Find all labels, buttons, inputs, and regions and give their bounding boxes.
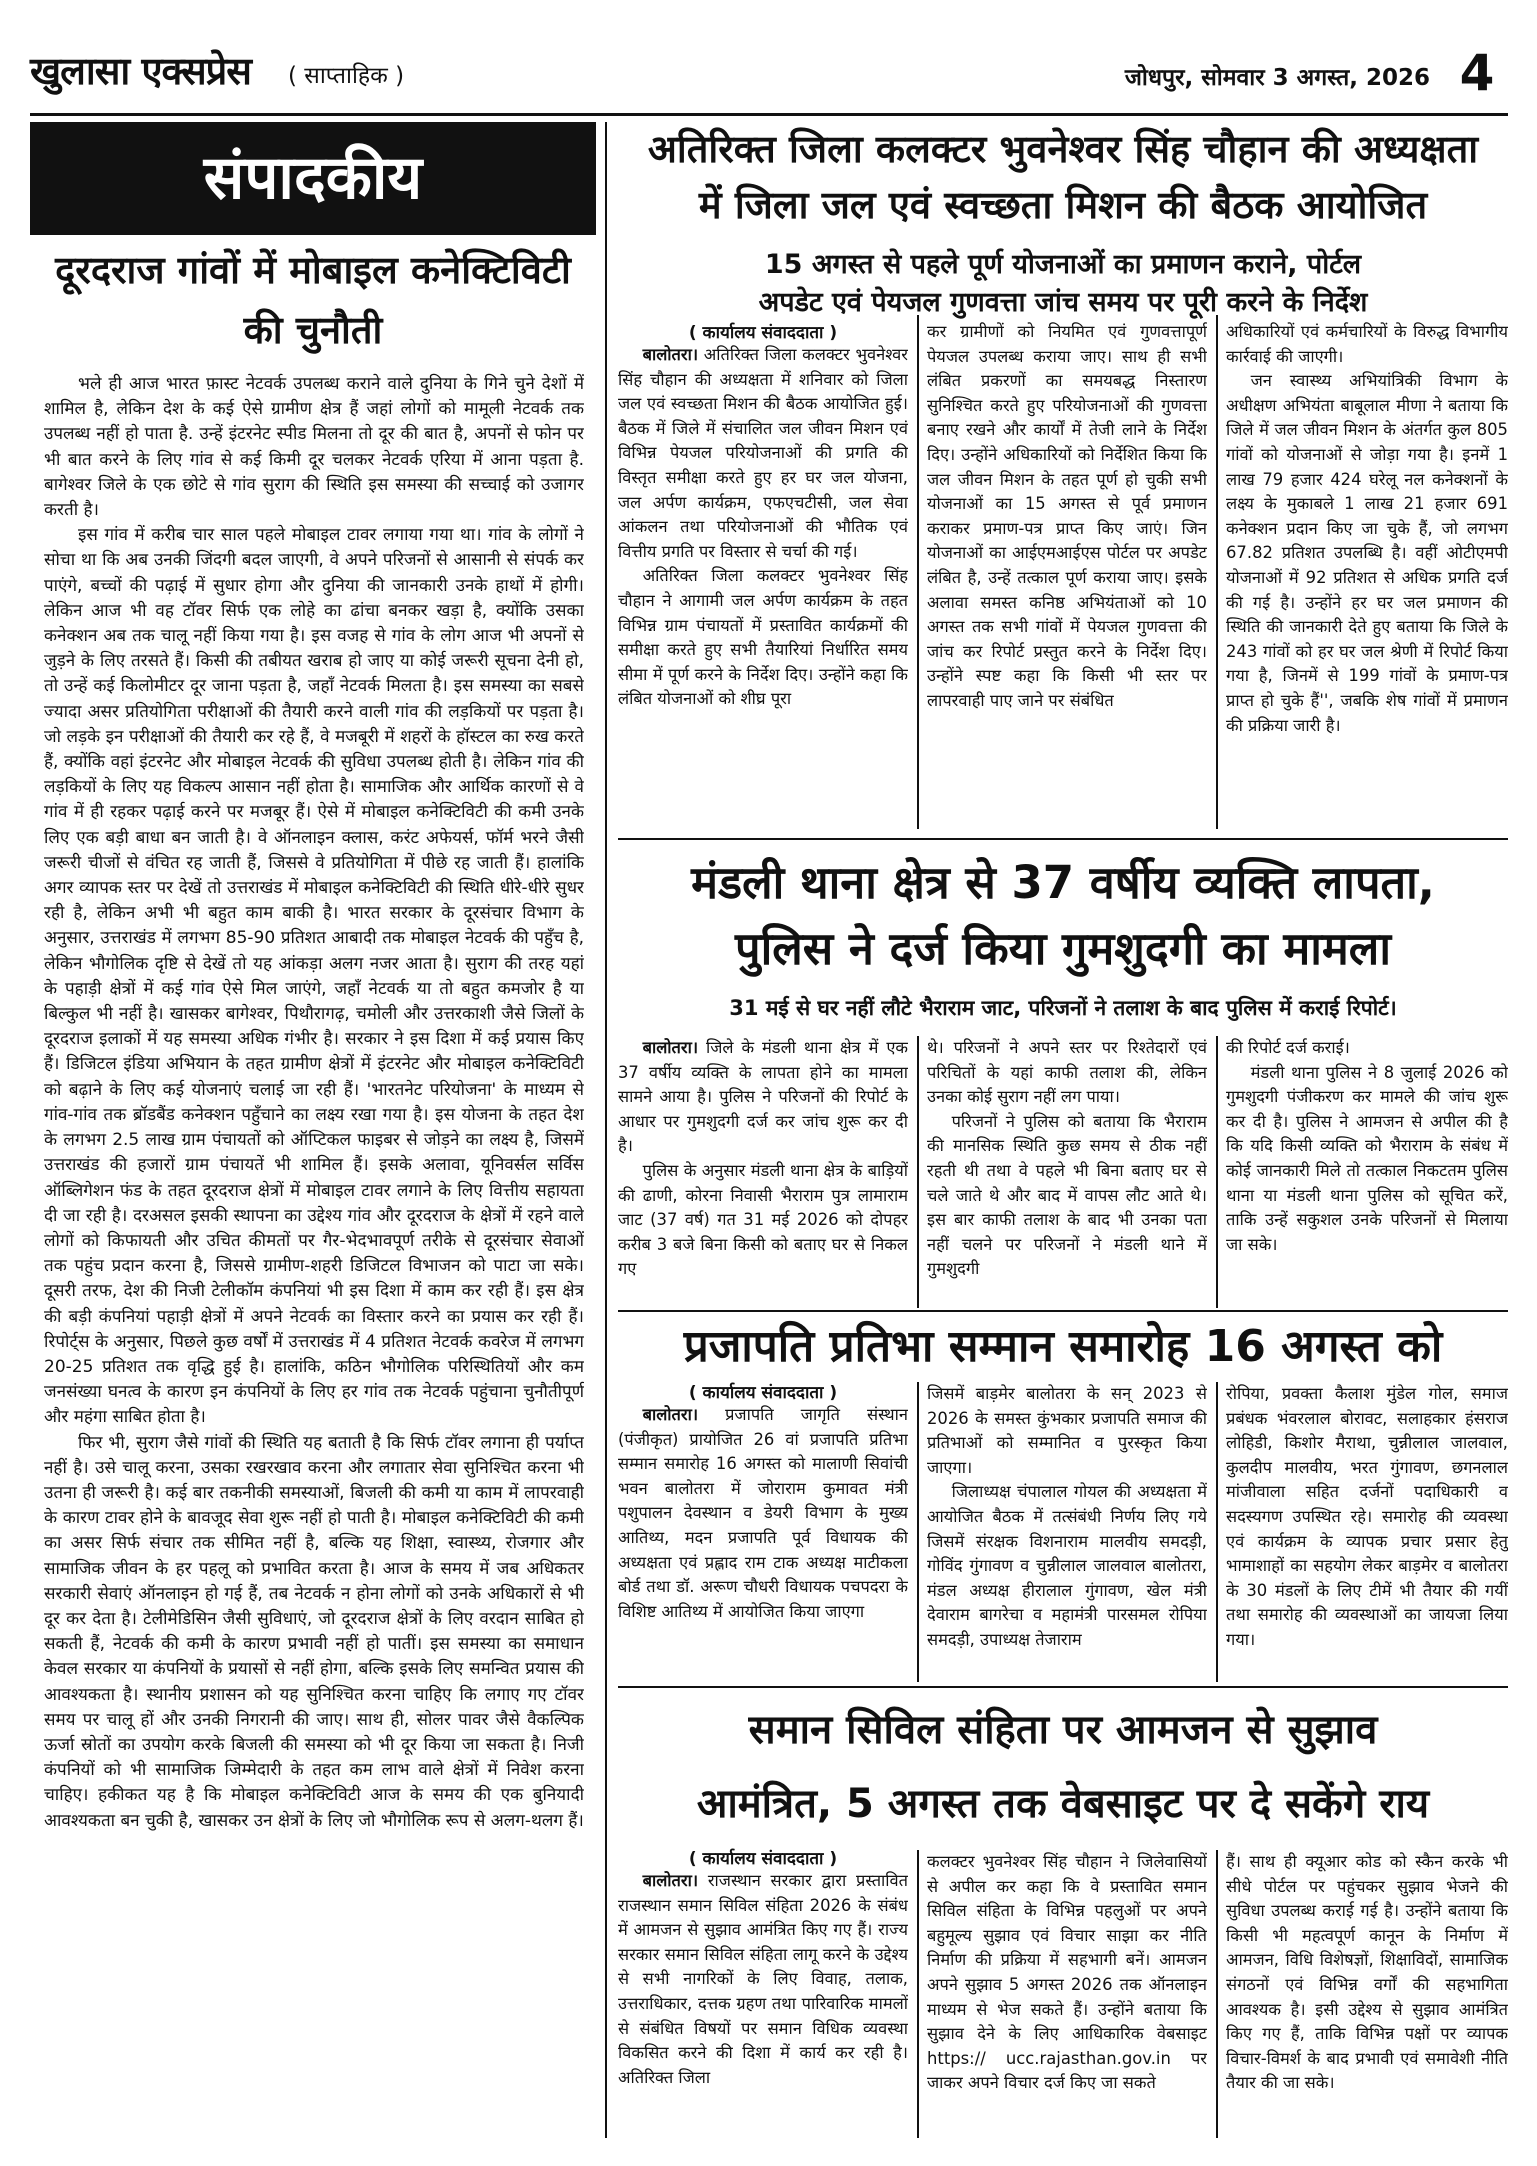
story4-column-1 [618, 1846, 908, 2135]
column-divider [1216, 1382, 1218, 1682]
story1-headline: में जिला जल एवं स्वच्छता मिशन की बैठक आयोजित [698, 183, 1428, 227]
section-divider [618, 1686, 1508, 1688]
editorial-banner: संपादकीय [30, 122, 596, 235]
story2-headline: पुलिस ने दर्ज किया गुमशुदगी का मामला [735, 922, 1391, 975]
story1-text: कर ग्रामीणों को नियमित एवं गुणवत्तापूर्ण पेयजल उपलब्ध कराया जाए। साथ ही सभी लंबित प्रकरणों का समयबद्ध निस्तारण सुनिश्चित करते हुए परियोजनाओं की गुणवत्ता बनाए रखने और कार्यों में तेजी लाने के निर्देश दिए। उन्होंने अधिकारियों को निर्देशित किया कि जल जीवन मिशन के तहत पूर्ण हो चुकी सभी योजनाओं का 15 अगस्त से पूर्व प्रमाणन कराकर प्रमाण-पत्र प्राप्त किए जाएं। जिन योजनाओं का आईएमआईएस पोर्टल पर अपडेट लंबित है, उन्हें तत्काल पूर्ण कराया जाए। इसके अलावा समस्त कनिष्ठ अभियंताओं को 10 अगस्त तक सभी गांवों में पेयजल गुणवत्ता की जांच कर रिपोर्ट प्रस्तुत करने के निर्देश दिए। उन्होंने स्पष्ट कहा कि किसी भी स्तर पर लापरवाही पाए जाने पर संबंधित [927, 322, 1207, 710]
section-divider [618, 838, 1508, 840]
column-divider [1216, 1036, 1218, 1308]
story2-text: पुलिस के अनुसार मंडली थाना क्षेत्र के बाड़ियों की ढाणी, कोरना निवासी भैराराम पुत्र लामाराम जाट (37 वर्ष) गत 31 मई 2026 को दोपहर करीब 3 बजे बिना किसी को बताए घर से निकल गए [618, 1160, 908, 1279]
story3-text: जिलाध्यक्ष चंपालाल गोयल की अध्यक्षता में आयोजित बैठक में तत्संबंधी निर्णय लिए गये जिसमें संरक्षक विशनाराम मालवीय समदड़ी, गोविंद गुंगावण व चुन्नीलाल जालवाल बालोतरा, मंडल अध्यक्ष हीरालाल गुंगावण, खेल मंत्री देवाराम बागरेचा व महामंत्री पारसमल रोपिया समदड़ी, उपाध्यक्ष तेजाराम [927, 1482, 1207, 1649]
story2-text: मंडली थाना पुलिस ने 8 जुलाई 2026 को गुमशुदगी पंजीकरण कर मामले की जांच शुरू कर दी है। पुलिस ने आमजन से अपील की है कि यदि किसी व्यक्ति को भैराराम के संबंध में कोई जानकारी मिले तो तत्काल निकटतम पुलिस थाना या मंडली थाना पुलिस को सूचित करें, ताकि उन्हें सकुशल उनके परिजनों से मिलाया जा सके। [1226, 1062, 1508, 1254]
story1-column-1 [618, 320, 908, 828]
story4-headline: समान सिविल संहिता पर आमजन से सुझाव [748, 1707, 1378, 1753]
story2-subhead: 31 मई से घर नहीं लौटे भैराराम जाट, परिजनों ने तलाश के बाद पुलिस में कराई रिपोर्ट। [729, 996, 1397, 1020]
masthead [30, 38, 1508, 116]
column-divider [917, 1382, 919, 1682]
story1-text: अतिरिक्त जिला कलक्टर भुवनेश्वर सिंह चौहान की अध्यक्षता में शनिवार को जिला जल एवं स्वच्छता मिशन की बैठक आयोजित हुई। बैठक में जिले में संचालित जल जीवन मिशन एवं विभिन्न पेयजल परियोजनाओं की प्रगति की विस्तृत समीक्षा करते हुए हर घर जल योजना, जल अर्पण कार्यक्रम, एफएचटीसी, जल सेवा आंकलन तथा परियोजनाओं की भौतिक एवं वित्तीय प्रगति पर विस्तार से चर्चा की गई। [618, 345, 908, 561]
edition-label: ( साप्ताहिक ) [288, 63, 405, 89]
story2-text: थे। परिजनों ने अपने स्तर पर रिश्तेदारों एवं परिचितों के यहां काफी तलाश की, लेकिन उनका कोई सुराग नहीं लग पाया। [927, 1038, 1207, 1107]
story1-subhead: 15 अगस्त से पहले पूर्ण योजनाओं का प्रमाणन कराने, पोर्टल [764, 249, 1362, 280]
editorial-paragraph: फिर भी, सुराग जैसे गांवों की स्थिति यह बताती है कि सिर्फ टॉवर लगाना ही पर्याप्त नहीं है। उसे चालू करना, उसका रखरखाव करना और लगातार सेवा सुनिश्चित करना भी उतना ही जरूरी है। कई बार तकनीकी समस्याओं, बिजली की कमी या काम में लापरवाही के कारण टावर होने के बावजूद सेवा शुरू नहीं हो पाती है। मोबाइल कनेक्टिविटी की कमी का असर सिर्फ संचार तक सीमित नहीं है, बल्कि यह शिक्षा, स्वास्थ्य, रोजगार और सामाजिक जीवन के हर पहलू को प्रभावित करता है। आज के समय में जब अधिकतर सरकारी सेवाएं ऑनलाइन हो गई हैं, तब नेटवर्क न होना लोगों को उनके अधिकारों से भी दूर कर देता है। टेलीमेडिसिन जैसी सुविधाएं, जो दूरदराज क्षेत्रों के लिए वरदान साबित हो सकती हैं, नेटवर्क की कमी के कारण प्रभावी नहीं हो पातीं। इस समस्या का समाधान केवल सरकार या कंपनियों के प्रयासों से नहीं होगा, बल्कि इसके लिए समन्वित प्रयास की आवश्यकता है। स्थानीय प्रशासन को यह सुनिश्चित करना चाहिए कि लगाए गए टॉवर समय पर चालू हों और उनकी निगरानी की जाए। साथ ही, सोलर पावर जैसे वैकल्पिक ऊर्जा स्रोतों का उपयोग करके बिजली की समस्या को भी दूर किया जा सकता है। निजी कंपनियों को भी सामाजिक जिम्मेदारी के तहत कम लाभ वाले क्षेत्रों में निवेश करना चाहिए। हकीकत यह है कि मोबाइल कनेक्टिविटी आज के समय की एक बुनियादी आवश्यकता बन चुकी है, खासकर उन क्षेत्रों के लिए जो भौगोलिक रूप से अलग-थलग हैं। [44, 1432, 584, 1831]
story2-text: की रिपोर्ट दर्ज कराई। [1226, 1038, 1350, 1057]
issue-date: जोधपुर, सोमवार 3 अगस्त, 2026 [1124, 65, 1430, 91]
story3-text: रोपिया, प्रवक्ता कैलाश मुंडेल गोल, समाज प्रबंधक भंवरलाल बोरावट, सलाहकार हंसराज लोहिडी, किशोर मैराथा, चुन्नीलाल जालवाल, कुलदीप मालवीय, भरत गुंगावण, छगनलाल मांजीवाला सहित दर्जनों पदाधिकारी व सदस्यगण उपस्थित रहे। समारोह की व्यवस्था एवं कार्यक्रम के व्यापक प्रचार प्रसार हेतु भामाशाहों का सहयोग लेकर बाड़मेर व बालोतरा के 30 मंडलों के लिए टीमें भी तैयार की गयीं तथा समारोह की व्यवस्थाओं का जायजा लिया गया। [1226, 1384, 1508, 1649]
story3-column-3 [1226, 1382, 1508, 1678]
story1-column-2 [927, 320, 1207, 825]
section-divider [618, 1310, 1508, 1312]
story3-text: जिसमें बाड़मेर बालोतरा के सन् 2023 से 2026 के समस्त कुंभकार प्रजापति समाज की प्रतिभाओं को सम्मानित व पुरस्कृत किया जाएगा। [927, 1384, 1207, 1477]
story2-text: जिले के मंडली थाना क्षेत्र में एक 37 वर्षीय व्यक्ति के लापता होने का मामला सामने आया है। पुलिस ने परिजनों की रिपोर्ट के आधार पर गुमशुदगी दर्ज कर जांच शुरू कर दी है। [618, 1038, 908, 1156]
story3-column-1 [618, 1380, 908, 1679]
story1-byline: बालोतरा। [642, 345, 699, 364]
story1-headline: अतिरिक्त जिला कलक्टर भुवनेश्वर सिंह चौहान की अध्यक्षता [647, 127, 1479, 171]
story1-text: जन स्वास्थ्य अभियांत्रिकी विभाग के अधीक्षण अभियंता बाबूलाल मीणा ने बताया कि जिले में जल जीवन मिशन के अंतर्गत कुल 805 गांवों को योजनाओं से जोड़ा गया है। इनमें 1 लाख 79 हजार 424 घरेलू नल कनेक्शनों के लक्ष्य के मुकाबले 1 लाख 21 हजार 691 कनेक्शन प्रदान किए जा चुके हैं, जो लगभग 67.82 प्रतिशत उपलब्धि है। वहीं ओटीएमपी योजनाओं में 92 प्रतिशत से अधिक प्रगति दर्ज की गई है। उन्होंने हर घर जल प्रमाणन की स्थिति की जानकारी देते हुए बताया कि जिले के 243 गांवों को हर घर जल श्रेणी में रिपोर्ट किया गया है, जिनमें से 199 गांवों के प्रमाण-पत्र प्राप्त हो चुके हैं'', जबकि शेष गांवों में प्रमाणन की प्रक्रिया जारी है। [1226, 371, 1508, 735]
story1-tag: ( कार्यालय संवाददाता ) [688, 323, 838, 343]
story2-column-2 [927, 1036, 1207, 1304]
story3-column-2 [927, 1382, 1207, 1678]
story2-column-1 [618, 1036, 908, 1304]
editorial-paragraph: इस गांव में करीब चार साल पहले मोबाइल टावर लगाया गया था। गांव के लोगों ने सोचा था कि अब उनकी जिंदगी बदल जाएगी, वे अपने परिजनों से आसानी से संपर्क कर पाएंगे, बच्चों की पढ़ाई में सुधार होगा और दुनिया की जानकारी उनके हाथों में होगी। लेकिन आज भी वह टॉवर सिर्फ एक लोहे का ढांचा बनकर खड़ा है, क्योंकि उसका कनेक्शन अब तक चालू नहीं किया गया है। इस वजह से गांव के लोग आज भी अपनों से जुड़ने के लिए तरसते हैं। किसी की तबीयत खराब हो जाए या कोई जरूरी सूचना देनी हो, तो उन्हें कई किलोमीटर दूर जाना पड़ता है, जहाँ नेटवर्क मिलता है। इस समस्या का सबसे ज्यादा असर प्रतियोगिता परीक्षाओं की तैयारी करने वाली गांव की लड़कियों पर पड़ता है। जो लड़के इन परीक्षाओं की तैयारी कर रहे हैं, वे मजबूरी में शहरों के हॉस्टल का रुख करते हैं, क्योंकि वहां इंटरनेट और मोबाइल नेटवर्क की सुविधा उपलब्ध होती है। लेकिन गांव की लड़कियों के लिए यह विकल्प आसान नहीं होता है। सामाजिक और आर्थिक कारणों से वे गांव में ही रहकर पढ़ाई करने पर मजबूर हैं। ऐसे में मोबाइल कनेक्टिविटी की कमी उनके लिए एक बड़ी बाधा बन जाती है। वे ऑनलाइन क्लास, करंट अफेयर्स, फॉर्म भरने जैसी जरूरी चीजों से वंचित रह जाती हैं, जिससे वे प्रतियोगिता में पीछे रह जाती हैं। हालांकि अगर व्यापक स्तर पर देखें तो उत्तराखंड में मोबाइल कनेक्टिविटी की स्थिति धीरे-धीरे सुधर रही है, लेकिन अभी भी बहुत काम बाकी है। भारत सरकार के दूरसंचार विभाग के अनुसार, उत्तराखंड में लगभग 85-90 प्रतिशत आबादी तक मोबाइल नेटवर्क की पहुँच है, लेकिन भौगोलिक दृष्टि से देखें तो यह आंकड़ा अलग नजर आता है। सुराग की तरह यहां के पहाड़ी क्षेत्रों में कई गांव ऐसे मिल जाएंगे, जहाँ नेटवर्क या तो बहुत कमजोर है या बिल्कुल भी नहीं है। खासकर बागेश्वर, पिथौरागढ़, चमोली और उत्तरकाशी जैसे जिलों के दूरदराज इलाकों में यह समस्या अधिक गंभीर है। सरकार ने इस दिशा में कई प्रयास किए हैं। डिजिटल इंडिया अभियान के तहत ग्रामीण क्षेत्रों में इंटरनेट और मोबाइल कनेक्टिविटी को बढ़ाने के लिए कई योजनाएं चलाई जा रही हैं। 'भारतनेट परियोजना' के माध्यम से गांव-गांव तक ब्रॉडबैंड कनेक्शन पहुँचाने का लक्ष्य रखा गया है। इस योजना के तहत देश के लगभग 2.5 लाख ग्राम पंचायतों को ऑप्टिकल फाइबर से जोड़ने का लक्ष्य है, जिसमें उत्तराखंड की हजारों ग्राम पंचायतें भी शामिल हैं। इसके अलावा, यूनिवर्सल सर्विस ऑब्लिगेशन फंड के तहत दूरदराज क्षेत्रों में मोबाइल टावर लगाने के लिए वित्तीय सहायता दी जा रही है। दरअसल इसकी स्थापना का उद्देश्य गांव और दूरदराज के क्षेत्रों में रहने वाले लोगों को किफायती और उचित कीमतों पर गैर-भेदभावपूर्ण तरीके से दूरसंचार सेवाओं तक पहुंच प्रदान करना है, जिससे ग्रामीण-शहरी डिजिटल विभाजन को पाटा जा सके। दूसरी तरफ, देश की निजी टेलीकॉम कंपनियां भी इस दिशा में काम कर रही हैं। इस क्षेत्र की बड़ी कंपनियां पहाड़ी क्षेत्रों में अपने नेटवर्क का विस्तार करने का प्रयास कर रही हैं। रिपोर्ट्स के अनुसार, पिछले कुछ वर्षों में उत्तराखंड में 4 प्रतिशत नेटवर्क कवरेज में लगभग 20-25 प्रतिशत तक वृद्धि हुई है। हालांकि, कठिन भौगोलिक परिस्थितियों और कम जनसंख्या घनत्व के कारण इन कंपनियों के लिए हर गांव तक नेटवर्क पहुंचाना चुनौतीपूर्ण और महंगा साबित होता है। [44, 525, 584, 1428]
story2-text: परिजनों ने पुलिस को बताया कि भैराराम की मानसिक स्थिति कुछ समय से ठीक नहीं रहती थी तथा वे पहले भी बिना बताए घर से चले जाते थे और बाद में वापस लौट आते थे। इस बार काफी तलाश के बाद भी उनका पता नहीं चलने पर परिजनों ने मंडली थाने में गुमशुदगी [927, 1111, 1207, 1279]
story4-tag: ( कार्यालय संवाददाता ) [688, 1849, 838, 1869]
column-divider [917, 1850, 919, 2138]
column-divider [917, 315, 919, 829]
editorial-title: दूरदराज गांवों में मोबाइल कनेक्टिविटी की चुनौती [55, 248, 571, 352]
story4-text: हैं। साथ ही क्यूआर कोड को स्कैन करके भी सीधे पोर्टल पर पहुंचकर सुझाव भेजने की सुविधा उपलब्ध कराई गई है। उन्होंने बताया कि किसी भी महत्वपूर्ण कानून के निर्माण में आमजन, विधि विशेषज्ञों, शिक्षाविदों, सामाजिक संगठनों एवं विभिन्न वर्गों की सहभागिता आवश्यक है। इसी उद्देश्य से सुझाव आमंत्रित किए गए हैं, ताकि विभिन्न पक्षों पर व्यापक विचार-विमर्श के बाद प्रभावी एवं समावेशी नीति तैयार की जा सके। [1226, 1852, 1508, 2093]
story1-text: अतिरिक्त जिला कलक्टर भुवनेश्वर सिंह चौहान ने आगामी जल अर्पण कार्यक्रम के तहत विभिन्न ग्राम पंचायतों में प्रस्तावित कार्यक्रमों की समीक्षा करते हुए सभी तैयारियां निर्धारित समय सीमा में पूर्ण करने के निर्देश दिए। उन्होंने कहा कि लंबित योजनाओं को शीघ्र पूरा [618, 566, 908, 709]
column-divider [1216, 1850, 1218, 2138]
editorial-body [44, 372, 584, 2130]
story4-headline: आमंत्रित, 5 अगस्त तक वेबसाइट पर दे सकेंगे राय [696, 1781, 1430, 1827]
story2-headline: मंडली थाना क्षेत्र से 37 वर्षीय व्यक्ति लापता, [691, 856, 1435, 909]
story3-headline: प्रजापति प्रतिभा सम्मान समारोह 16 अगस्त को [683, 1321, 1443, 1372]
story4-column-3 [1226, 1850, 1508, 2138]
story2-column-3 [1226, 1036, 1508, 1304]
story2-byline: बालोतरा। [642, 1038, 699, 1057]
page-number: 4 [1459, 44, 1495, 102]
story4-text: राजस्थान सरकार द्वारा प्रस्तावित राजस्थान समान सिविल संहिता 2026 के संबंध में आमजन से सुझाव आमंत्रित किए गए हैं। राज्य सरकार समान सिविल संहिता लागू करने के उद्देश्य से सभी नागरिकों के लिए विवाह, तलाक, उत्तराधिकार, दत्तक ग्रहण तथा पारिवारिक मामलों से संबंधित विषयों पर समान विधिक व्यवस्था विकसित करने की दिशा में कार्य कर रही है। अतिरिक्त जिला [618, 1871, 908, 2087]
newspaper-name: खुलासा एक्सप्रेस [30, 49, 251, 93]
editorial-paragraph: भले ही आज भारत फ़ास्ट नेटवर्क उपलब्ध कराने वाले दुनिया के गिने चुने देशों में शामिल है, लेकिन देश के कई ऐसे ग्रामीण क्षेत्र हैं जहां लोगों को मामूली नेटवर्क तक उपलब्ध नहीं हो पाता है. उन्हें इंटरनेट स्पीड मिलना तो दूर की बात है, अपनों से फोन पर भी बात करने के लिए गांव से कई किमी दूर चलकर नेटवर्क एरिया में आना पड़ता है. बागेश्वर जिले के एक छोटे से गांव सुराग की स्थिति इस समस्या की सच्चाई को उजागर करती है। [44, 374, 584, 521]
story3-text: प्रजापति जागृति संस्थान (पंजीकृत) प्रायोजित 26 वां प्रजापति प्रतिभा सम्मान समारोह 16 अगस्त को मालाणी सिवांची भवन बालोतरा में जोराराम कुमावत मंत्री पशुपालन देवस्थान व डेयरी विभाग के मुख्य आतिथ्य, मदन प्रजापति पूर्व विधायक की अध्यक्षता एवं प्रह्लाद राम टाक अध्यक्ष माटीकला बोर्ड तथा डॉ. अरूण चौधरी विधायक पचपदरा के विशिष्ट आतिथ्य में आयोजित किया जाएगा [618, 1405, 908, 1621]
story3-byline: बालोतरा। [642, 1405, 699, 1424]
story4-column-2 [927, 1850, 1207, 2138]
story4-text: कलक्टर भुवनेश्वर सिंह चौहान ने जिलेवासियों से अपील कर कहा कि वे प्रस्तावित समान सिविल संहिता के विभिन्न पहलुओं पर अपने बहुमूल्य सुझाव एवं विचार साझा कर नीति निर्माण की प्रक्रिया में सहभागी बनें। आमजन अपने सुझाव 5 अगस्त 2026 तक ऑनलाइन माध्यम से भेज सकते हैं। उन्होंने बताया कि सुझाव देने के लिए आधिकारिक वेबसाइट https:// ucc.rajasthan.gov.in पर जाकर अपने विचार दर्ज किए जा सकते [927, 1852, 1207, 2093]
story4-byline: बालोतरा। [642, 1871, 699, 1890]
column-divider [917, 1036, 919, 1308]
story1-subhead: अपडेट एवं पेयजल गुणवत्ता जांच समय पर पूरी करने के निर्देश [758, 287, 1368, 318]
editorial-divider [605, 122, 607, 2138]
story1-column-3 [1226, 320, 1508, 825]
story3-tag: ( कार्यालय संवाददाता ) [688, 1383, 838, 1403]
column-divider [1216, 315, 1218, 829]
story1-text: अधिकारियों एवं कर्मचारियों के विरुद्ध विभागीय कार्रवाई की जाएगी। [1226, 322, 1508, 366]
